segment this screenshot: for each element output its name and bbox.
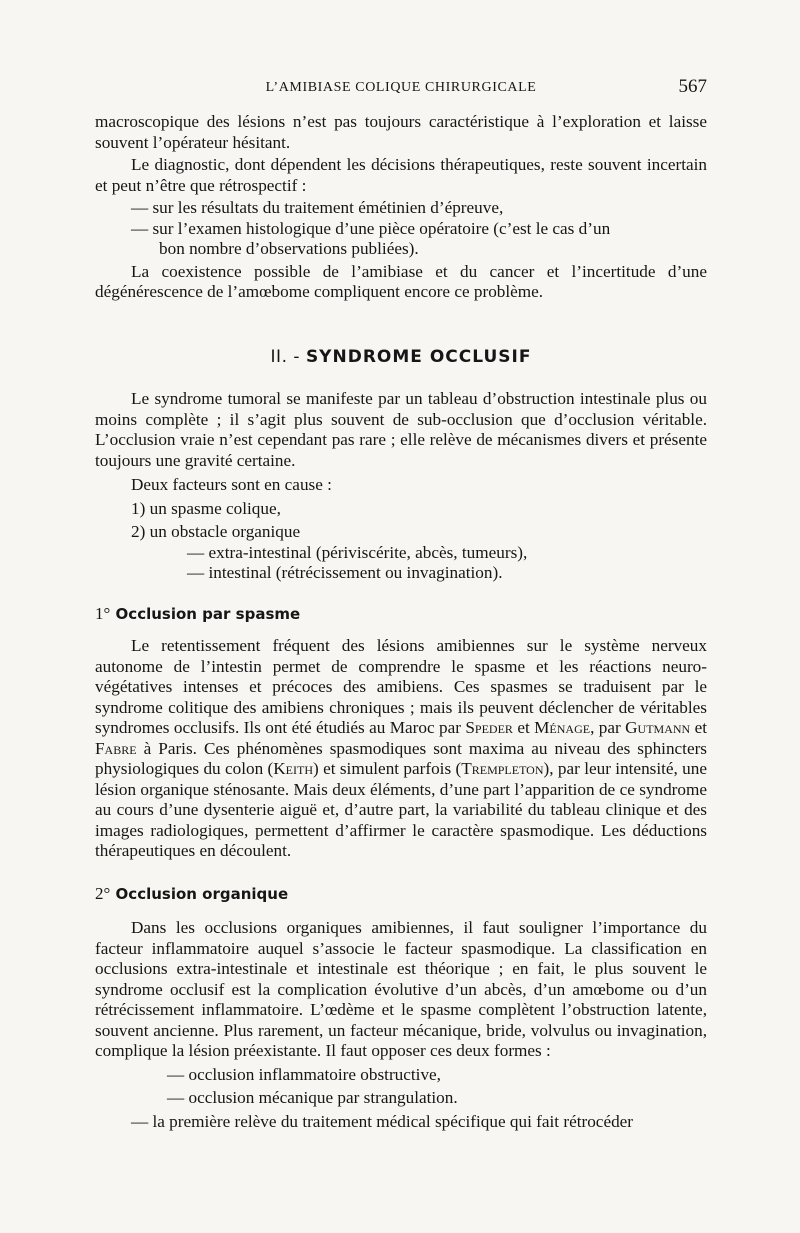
running-head: L’AMIBIASE COLIQUE CHIRURGICALE xyxy=(265,80,537,95)
subsection-1-paragraph: Le retentissement fréquent des lésions amibiennes sur le système nerveux autonome de l’intestin permet de comprendre le spasme et les réactions neuro-végétatives intenses et précoces des amibiens. Ces spasmes se traduisent par le syndrome colitique des amibiens chroniques ; mais ils peuvent déclencher de véritables syndromes occlusifs. Ils ont été étudiés au Maroc par Speder et Ménage, par Gutmann et Fabre à Paris. Ces phénomènes spasmodiques sont maxima au niveau des sphincters physiologiques du colon (Keith) et simulent parfois (Trempleton), par leur intensité, une lésion organique sténosante. Mais deux éléments, d’une part l’apparition de ce syndrome au cours d’une dysenterie aiguë et, d’autre part, la variabilité du tableau clinique et des images radiologiques, permettent d’affirmer le caractère spasmodique. Les déductions thérapeutiques en découlent. xyxy=(95,636,708,860)
page-header xyxy=(95,76,707,104)
page-number: 567 xyxy=(678,76,707,97)
section-number: II. - xyxy=(270,346,301,367)
subsection-2-number: 2° xyxy=(95,883,111,903)
form-item-1: — occlusion inflammatoire obstructive, xyxy=(167,1064,441,1084)
section-paragraph-1: Le syndrome tumoral se manifeste par un tableau d’obstruction intestinale plus ou moins complète ; il s’agit plus souvent de sub-occlusion que d’occlusion véritable. L’occlusion vraie n’est cependant pas rare ; elle relève de mécanismes divers et présente toujours une gravité certaine. xyxy=(95,389,707,470)
intro-dash-item-2-line1: — sur l’examen histologique d’une pièce opératoire (c’est le cas d’un xyxy=(131,218,611,238)
factor-subitem-2: — intestinal (rétrécissement ou invagination). xyxy=(187,563,503,582)
factor-item-1: 1) un spasme colique, xyxy=(131,498,281,518)
author-speder: Speder xyxy=(465,718,513,737)
factor-item-2: 2) un obstacle organique xyxy=(131,522,301,541)
subsection-2-title: Occlusion organique xyxy=(115,884,289,903)
factor-subitem-1: — extra-intestinal (périviscérite, abcès, tumeurs), xyxy=(187,542,528,562)
intro-paragraph-1: macroscopique des lésions n’est pas toujours caractéristique à l’exploration et laisse souvent l’opérateur hésitant. xyxy=(95,112,707,152)
author-gutmann: Gutmann xyxy=(625,718,691,737)
intro-dash-item-1: — sur les résultats du traitement émétinien d’épreuve, xyxy=(131,198,504,217)
subsection-2-paragraph: Dans les occlusions organiques amibiennes, il faut souligner l’importance du facteur inflammatoire auquel s’associe le facteur spasmodique. La classification en occlusions extra-intestinale et intestinale est théorique ; en fait, le plus souvent le syndrome occlusif est la complication évolutive d’un abcès, d’un amœbome ou d’un rétrécissement inflammatoire. L’œdème et le spasme complètent l’obstruction latente, souvent ancienne. Plus rarement, un facteur mécanique, bride, volvulus ou invagination, complique la lésion préexistante. Il faut opposer ces deux formes : xyxy=(95,918,707,1060)
subsection-heading-1 xyxy=(95,604,707,625)
intro-dash-item-2-line2: bon nombre d’observations publiées). xyxy=(159,239,419,258)
subsection-1-number: 1° xyxy=(95,603,111,623)
section-title: SYNDROME OCCLUSIF xyxy=(305,346,532,367)
author-fabre: Fabre xyxy=(95,738,137,758)
intro-paragraph-2: Le diagnostic, dont dépendent les décisions thérapeutiques, reste souvent incertain et peut n’être que rétrospectif : xyxy=(95,155,707,195)
subsection-heading-2 xyxy=(95,884,707,905)
intro-paragraph-3: La coexistence possible de l’amibiase et du cancer et l’incertitude d’une dégénérescence de l’amœbome compliquent encore ce problème. xyxy=(95,261,707,301)
section-heading xyxy=(95,347,707,368)
section-paragraph-2: Deux facteurs sont en cause : xyxy=(131,475,332,494)
author-keith: Keith xyxy=(273,759,314,778)
author-menage: Ménage xyxy=(534,718,591,737)
closing-line: — la première relève du traitement médical spécifique qui fait rétrocéder xyxy=(131,1111,634,1131)
intro-dash-item-2 xyxy=(95,219,707,260)
body-text xyxy=(95,112,707,1132)
author-trempleton: Trempleton xyxy=(461,759,544,778)
form-item-2: — occlusion mécanique par strangulation. xyxy=(167,1088,458,1107)
subsection-1-title: Occlusion par spasme xyxy=(115,604,301,623)
